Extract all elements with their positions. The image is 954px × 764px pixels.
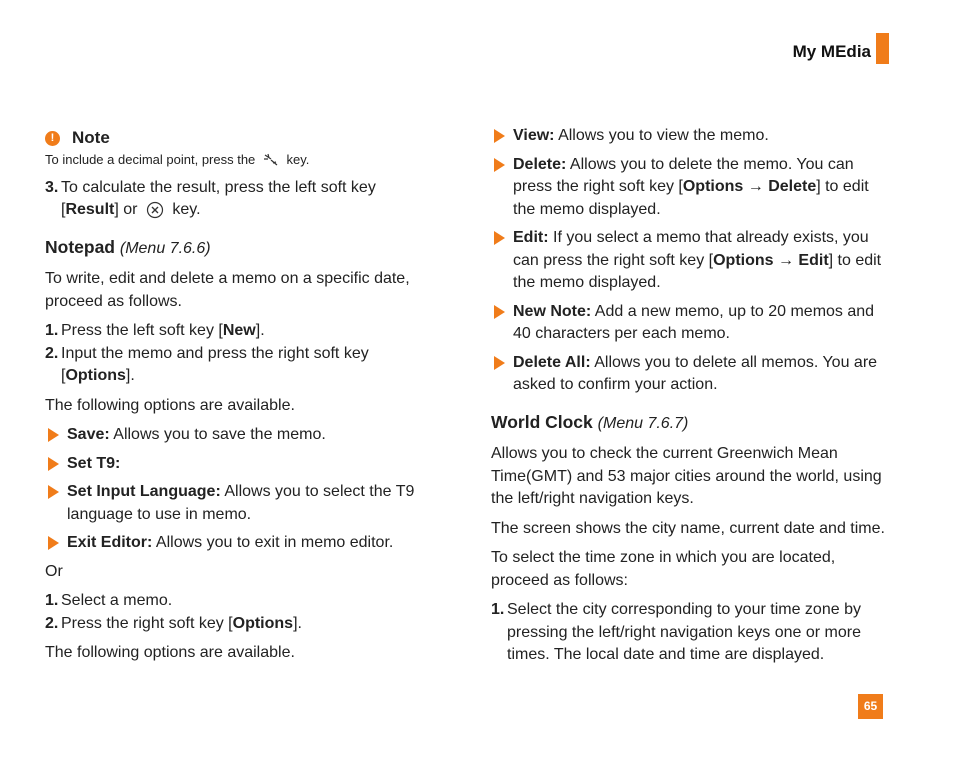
key-label: Options (713, 251, 774, 269)
triangle-bullet-icon (48, 536, 59, 550)
option-view (491, 125, 886, 148)
triangle-bullet-icon (494, 129, 505, 143)
options-intro-2: The following options are available. (45, 644, 295, 661)
notepad-intro: To write, edit and delete a memo on a specific date, proceed as follows. (45, 270, 410, 310)
option-delete-all (491, 352, 886, 397)
notepad-heading (45, 236, 435, 261)
option-desc: Allows you to save the memo. (109, 426, 326, 443)
note-heading (45, 127, 435, 150)
triangle-bullet-icon (494, 356, 505, 370)
key-label: Edit (798, 251, 829, 269)
option-desc: Allows you to delete the memo. You can press the right soft key [ (513, 155, 854, 195)
note-text (45, 150, 435, 170)
triangle-bullet-icon (494, 158, 505, 172)
world-clock-heading (491, 411, 886, 436)
step-text: Select the city corresponding to your time zone by pressing the left/right navigation keys one or more times. The local date and time are displayed. (507, 601, 861, 663)
key-label: Options (65, 367, 126, 384)
step-number: 1. (45, 322, 59, 339)
option-term: Set Input Language: (67, 483, 221, 500)
world-clock-para: Allows you to check the current Greenwich Mean Time(GMT) and 53 major cities around the world, using the left/right navigation keys. (491, 445, 882, 507)
triangle-bullet-icon (48, 457, 59, 471)
key-label: Delete (768, 178, 817, 195)
option-term: Save: (67, 426, 110, 443)
step-text: ]. (255, 322, 265, 339)
exclamation-icon: ! (45, 131, 60, 146)
step-number: 2. (45, 614, 59, 632)
option-desc: Add a new memo, up to 20 memos and 40 characters per each memo. (513, 302, 875, 342)
notepad-step-1 (45, 320, 435, 343)
triangle-bullet-icon (48, 428, 59, 442)
option-term: Exit Editor: (67, 534, 153, 551)
option-desc: Allows you to exit in memo editor. (152, 534, 394, 551)
left-column (45, 125, 435, 665)
option-delete (491, 154, 886, 222)
step-number: 1. (491, 601, 505, 618)
step-text: To calculate the result, press the left soft key [ (61, 178, 376, 218)
option-save (45, 424, 435, 447)
option-set-t9 (45, 453, 435, 476)
option-set-input-language (45, 481, 435, 526)
step-text: Press the right soft key [ (61, 614, 233, 632)
step-number: 3. (45, 178, 59, 196)
option-desc: ] to edit the memo displayed. (513, 178, 869, 218)
section-title: My MEdia (792, 42, 871, 61)
page-number: 65 (858, 694, 883, 719)
header-accent-bar (876, 33, 889, 64)
key-label: Result (65, 201, 115, 218)
option-new-note (491, 301, 886, 346)
clear-key-icon (146, 201, 164, 219)
arrow-text: → (773, 251, 799, 269)
option-exit-editor (45, 532, 435, 555)
notepad-title: Notepad (45, 236, 115, 257)
key-label: Options (682, 178, 744, 195)
note-text-before: To include a decimal point, press the (45, 151, 256, 167)
option-desc: If you select a memo that already exists, you can press the right soft key [ (513, 229, 869, 269)
option-desc: Allows you to delete all memos. You are asked to confirm your action. (513, 353, 878, 393)
step-text: ]. (125, 367, 135, 384)
triangle-bullet-icon (494, 231, 505, 245)
world-clock-menu-number: (Menu 7.6.7) (597, 414, 689, 432)
notepad-step2-1 (45, 590, 435, 613)
option-term: Set T9: (67, 454, 121, 472)
key-label: Options (232, 614, 294, 632)
note-title: Note (72, 128, 110, 147)
option-term: Delete: (513, 155, 567, 173)
step-number: 1. (45, 592, 59, 609)
step-text: Input the memo and press the right soft key [ (61, 344, 369, 384)
triangle-bullet-icon (48, 485, 59, 499)
star-key-icon (263, 153, 279, 167)
world-clock-para: To select the time zone in which you are located, proceed as follows: (491, 549, 836, 589)
right-column (491, 125, 886, 667)
option-desc: ] to edit the memo displayed. (513, 251, 882, 291)
step-number: 2. (45, 344, 59, 362)
key-label: New (222, 322, 256, 339)
option-edit (491, 227, 886, 295)
world-clock-para: The screen shows the city name, current date and time. (491, 519, 885, 537)
step-3 (45, 177, 435, 222)
step-text: Select a memo. (61, 592, 173, 609)
world-clock-step-1 (491, 599, 886, 667)
option-term: Delete All: (513, 353, 591, 371)
option-desc: Allows you to view the memo. (554, 127, 769, 144)
step-text: key. (172, 201, 201, 218)
note-text-after: key. (286, 151, 310, 167)
step-text: ] or (114, 201, 138, 218)
world-clock-title: World Clock (491, 411, 593, 432)
notepad-menu-number: (Menu 7.6.6) (119, 239, 211, 257)
options-intro: The following options are available. (45, 396, 295, 414)
option-term: View: (513, 127, 555, 144)
step-text: ]. (293, 614, 302, 632)
triangle-bullet-icon (494, 305, 505, 319)
option-desc: Allows you to select the T9 language to use in memo. (67, 483, 415, 523)
arrow-text: → (743, 178, 769, 195)
option-term: Edit: (513, 229, 549, 246)
notepad-step-2 (45, 343, 435, 388)
option-term: New Note: (513, 302, 592, 320)
step-text: Press the left soft key [ (61, 322, 223, 339)
or-text: Or (45, 562, 63, 580)
notepad-step2-2 (45, 613, 435, 636)
